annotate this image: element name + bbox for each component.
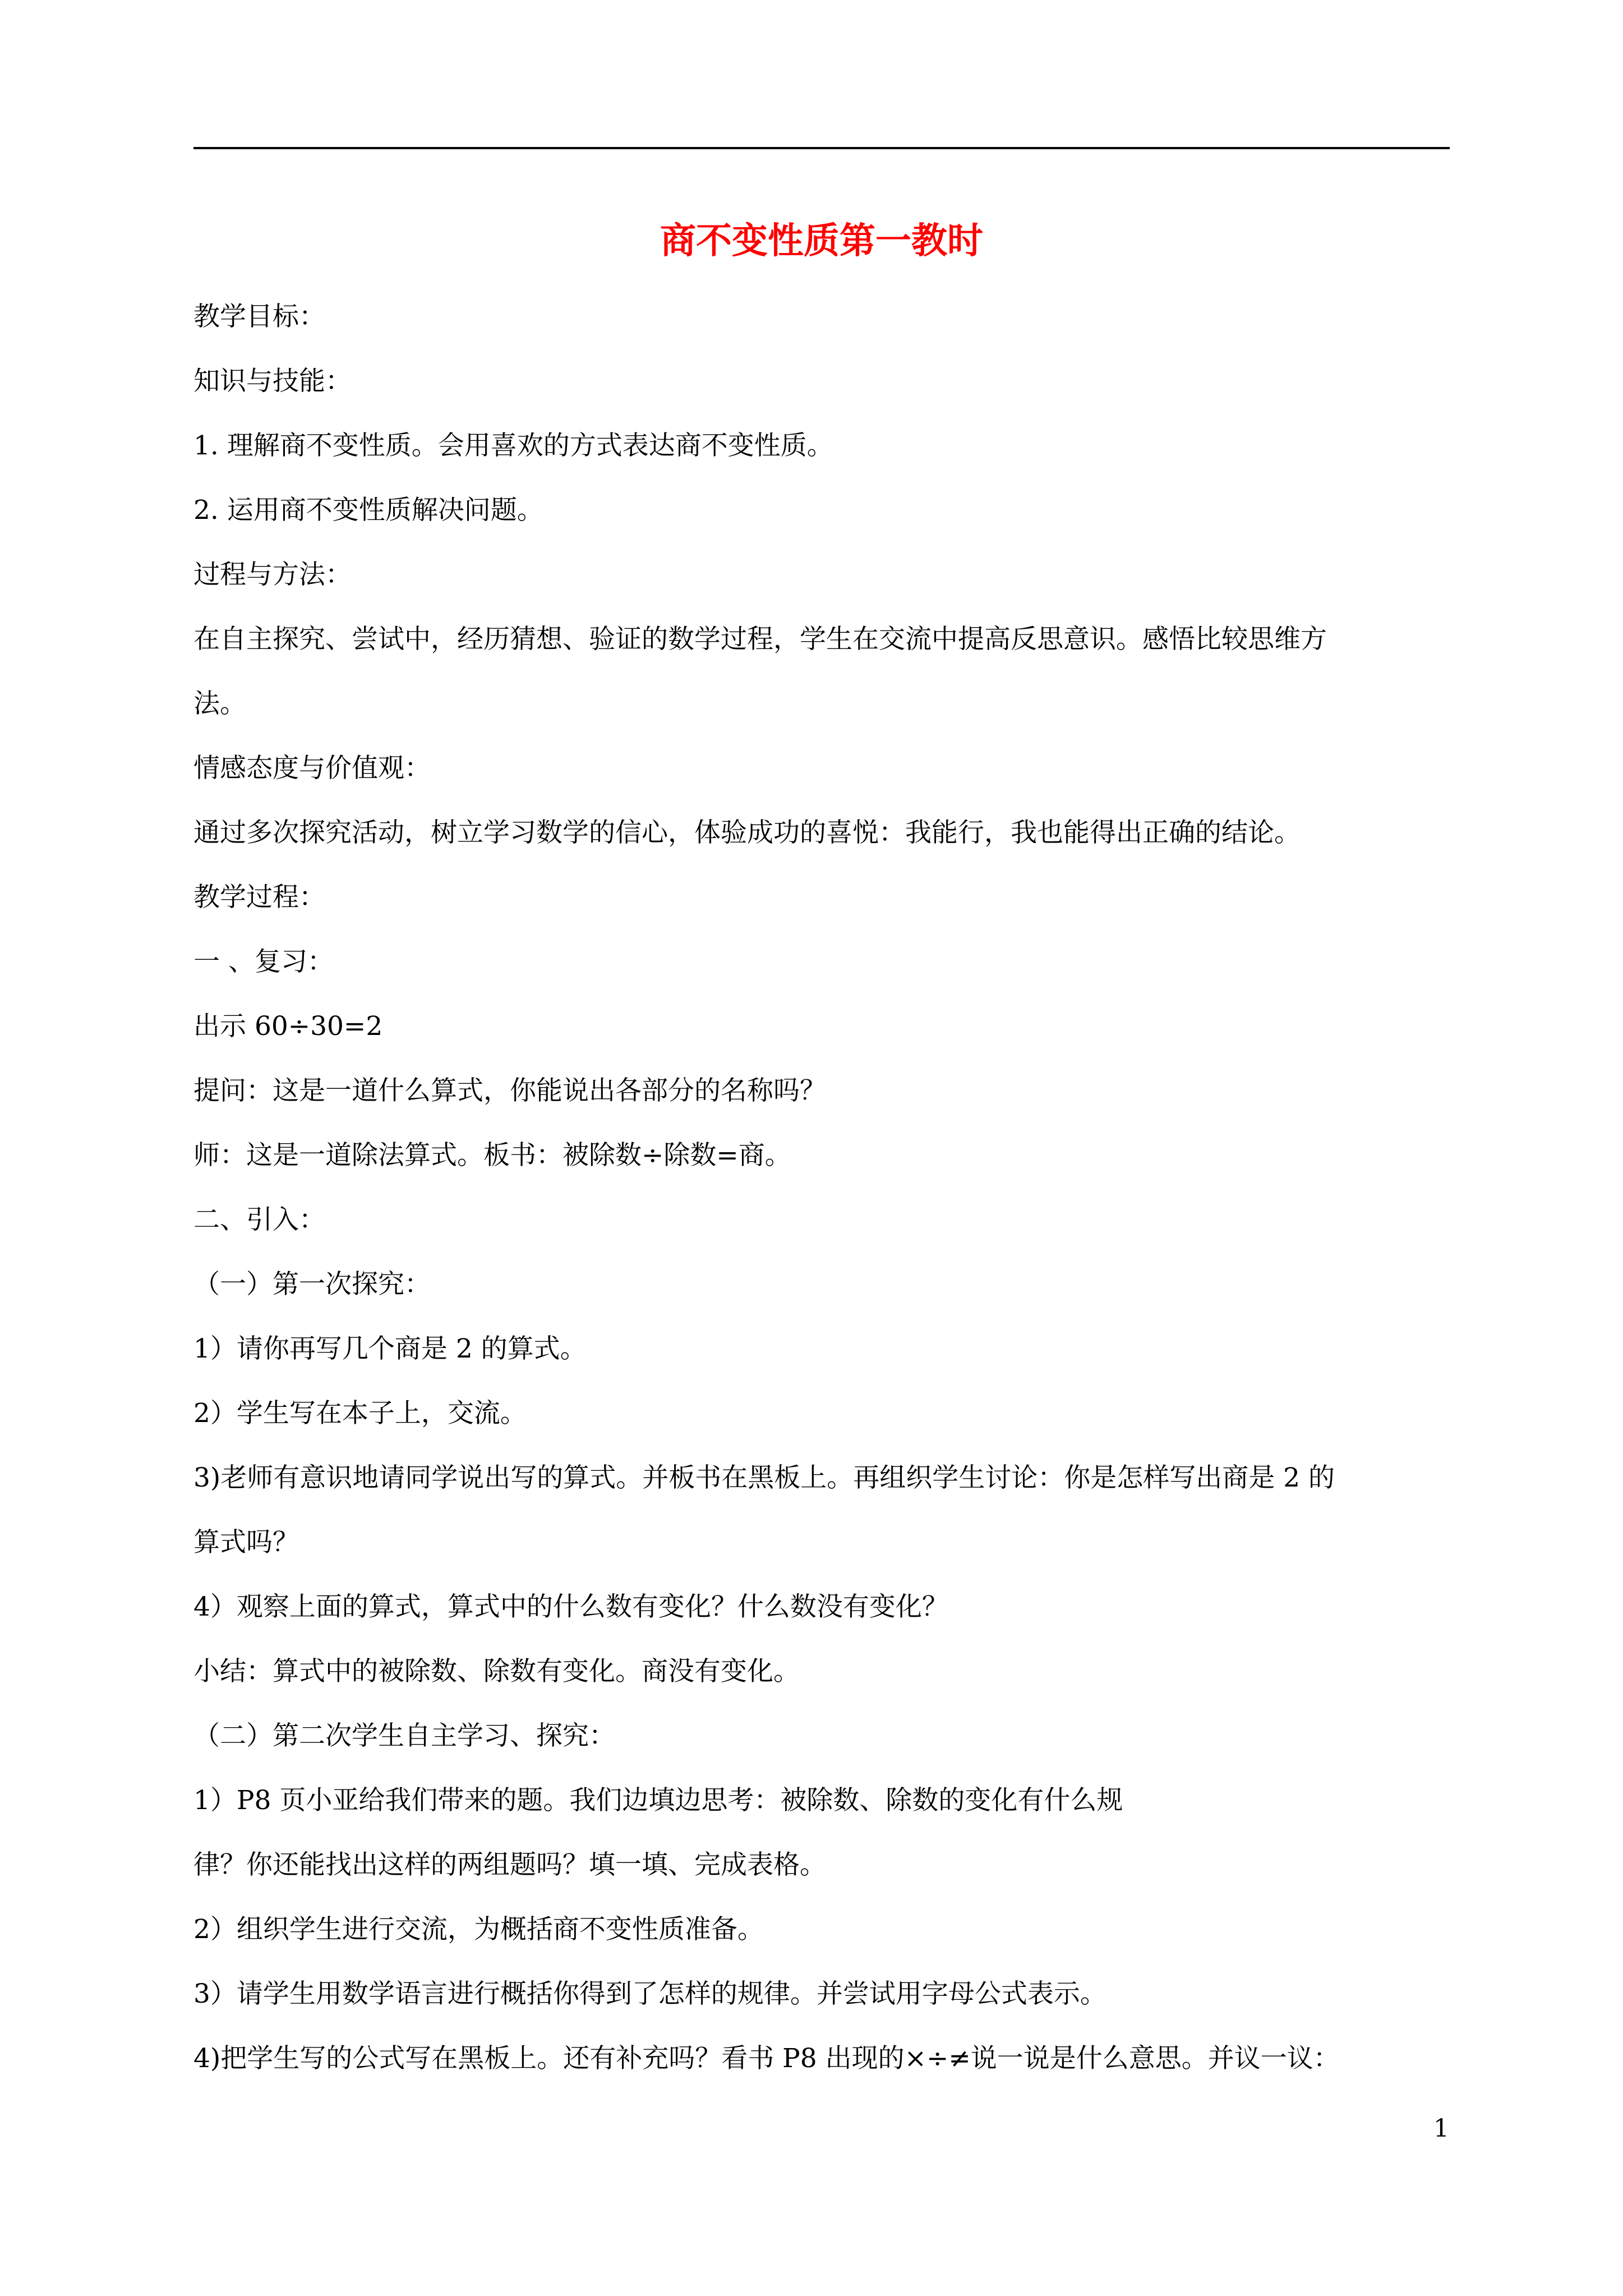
- document-title: 商不变性质第一教时: [660, 220, 983, 262]
- paragraph: 3）请学生用数学语言进行概括你得到了怎样的规律。并尝试用字母公式表示。: [193, 1978, 1106, 2009]
- paragraph: 教学过程：: [193, 882, 325, 913]
- paragraph: 出示 60÷30=2: [193, 1011, 383, 1042]
- paragraph: 在自主探究、尝试中，经历猜想、验证的数学过程，学生在交流中提高反思意识。感悟比较思维方: [193, 624, 1327, 655]
- paragraph: 2）学生写在本子上，交流。: [193, 1398, 527, 1429]
- paragraph: 1）P8 页小亚给我们带来的题。我们边填边思考：被除数、除数的变化有什么规: [193, 1785, 1123, 1816]
- paragraph: 法。: [193, 688, 246, 719]
- paragraph: 1. 理解商不变性质。会用喜欢的方式表达商不变性质。: [193, 430, 833, 461]
- paragraph: 2. 运用商不变性质解决问题。: [193, 495, 543, 526]
- paragraph: 二、引入：: [193, 1204, 325, 1235]
- paragraph: （二）第二次学生自主学习、探究：: [193, 1720, 615, 1751]
- paragraph: 情感态度与价值观：: [193, 753, 431, 784]
- paragraph: 提问：这是一道什么算式，你能说出各部分的名称吗？: [193, 1075, 826, 1106]
- paragraph: 通过多次探究活动，树立学习数学的信心，体验成功的喜悦：我能行，我也能得出正确的结论。: [193, 817, 1301, 848]
- paragraph: 4)把学生写的公式写在黑板上。还有补充吗？看书 P8 出现的×÷≠说一说是什么意思。并议一议：: [193, 2043, 1340, 2074]
- paragraph: 4）观察上面的算式，算式中的什么数有变化？什么数没有变化？: [193, 1591, 948, 1622]
- page-number: 1: [1433, 2114, 1449, 2143]
- paragraph: 一 、复习：: [193, 946, 334, 977]
- paragraph: 3)老师有意识地请同学说出写的算式。并板书在黑板上。再组织学生讨论：你是怎样写出商是 2 的: [193, 1462, 1335, 1493]
- paragraph: 2）组织学生进行交流，为概括商不变性质准备。: [193, 1914, 764, 1945]
- header-rule: [193, 147, 1450, 149]
- paragraph: 律？你还能找出这样的两组题吗？填一填、完成表格。: [193, 1849, 826, 1880]
- paragraph: 小结：算式中的被除数、除数有变化。商没有变化。: [193, 1656, 800, 1687]
- paragraph: 1）请你再写几个商是 2 的算式。: [193, 1333, 587, 1364]
- paragraph: 过程与方法：: [193, 559, 352, 590]
- paragraph: 教学目标：: [193, 301, 325, 332]
- paragraph: 知识与技能：: [193, 366, 352, 397]
- paragraph: （一）第一次探究：: [193, 1269, 431, 1300]
- paragraph: 师：这是一道除法算式。板书：被除数÷除数=商。: [193, 1140, 791, 1171]
- paragraph: 算式吗？: [193, 1527, 299, 1558]
